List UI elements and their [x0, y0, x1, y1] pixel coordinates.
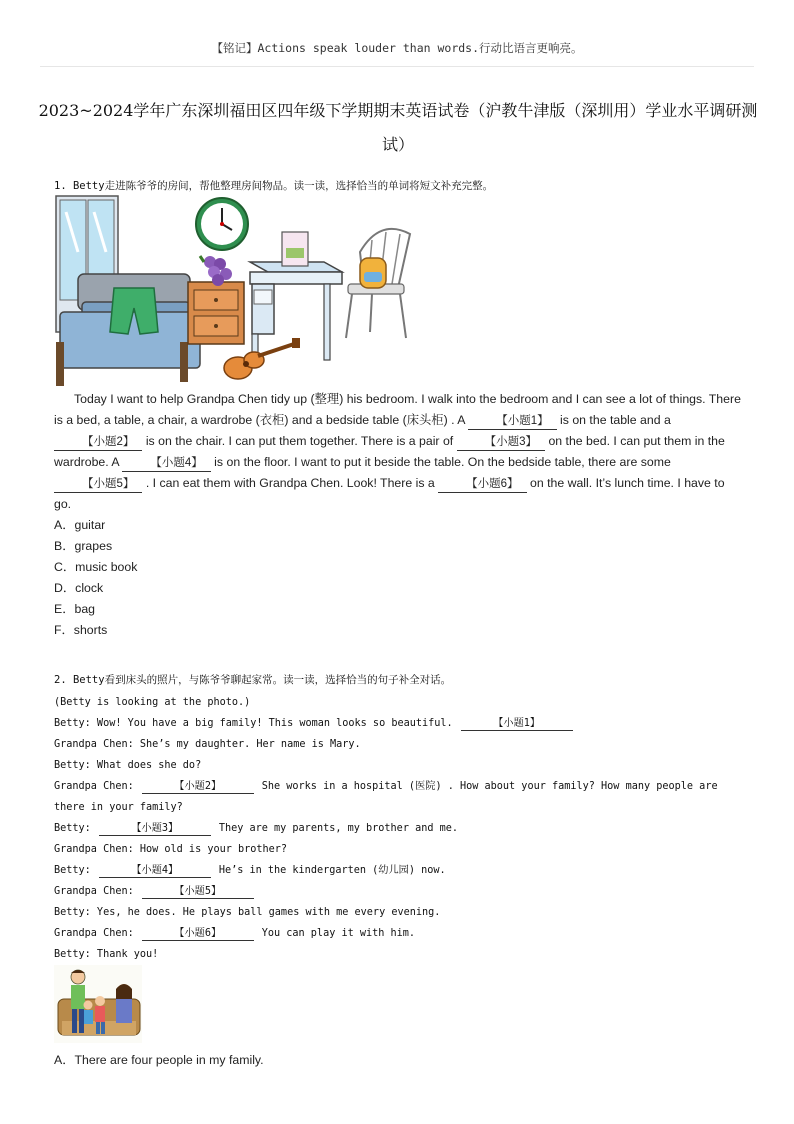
dialog-text: She works in a hospital (医院) . How about your family? How many people are — [261, 781, 718, 792]
option-a[interactable]: A．guitar — [54, 518, 106, 532]
option-e[interactable]: E．bag — [54, 602, 96, 616]
dialog-blank[interactable]: 【小题4】 — [99, 864, 211, 878]
dialog-line — [54, 797, 754, 818]
blank-q1[interactable]: 【小题1】 — [468, 414, 556, 430]
option-f[interactable]: F．shorts — [54, 623, 108, 637]
dialog-text: (Betty is looking at the photo.) — [54, 697, 251, 708]
question-1-heading: 1. Betty走进陈爷爷的房间，帮他整理房间物品。读一读，选择恰当的单词将短文补充完整。 — [54, 180, 494, 192]
passage-paragraph — [54, 389, 744, 515]
dialog-line — [54, 881, 754, 902]
dialog-blank[interactable]: 【小题6】 — [142, 927, 254, 941]
dialog-text: Grandpa Chen: — [54, 781, 134, 792]
passage-text: is on the floor. I want to put it beside the table. On the bedside table, there are some — [210, 455, 671, 469]
dialog-text: Betty: Wow! You have a big family! This woman looks so beautiful. — [54, 718, 453, 729]
dialog-text: Betty: — [54, 865, 91, 876]
passage-text: Today I want to help Grandpa Chen tidy up (整理) his bedroom. I walk into the bedroom and I can see a lot of things. There is a bed, a table, a chair, a wardrobe (衣柜) and a bedside table (床头柜) . A — [54, 392, 741, 427]
dialog-text: Betty: Thank you! — [54, 949, 159, 960]
dialog-text: Betty: — [54, 823, 91, 834]
passage-text: on the bed. I can put them in the wardrobe. A — [54, 434, 725, 469]
dialog-text: They are my parents, my brother and me. — [218, 823, 459, 834]
blank-q4[interactable]: 【小题4】 — [122, 456, 210, 472]
dialog-text: there in your family? — [54, 802, 183, 813]
dialog-blank[interactable]: 【小题3】 — [99, 822, 211, 836]
passage-text: is on the table and a — [556, 413, 671, 427]
blank-q5[interactable]: 【小题5】 — [54, 477, 142, 493]
dialog-text: Grandpa Chen: — [54, 886, 134, 897]
dialog-line — [54, 860, 754, 881]
dialog-line — [54, 818, 754, 839]
dialog-blank[interactable]: 【小题2】 — [142, 780, 254, 794]
dialog-text: Betty: Yes, he does. He plays ball games with me every evening. — [54, 907, 441, 918]
passage-text: . I can eat them with Grandpa Chen. Look! There is a — [142, 476, 439, 490]
question-1-options — [54, 515, 137, 641]
page-title: 2023~2024学年广东深圳福田区四年级下学期期末英语试卷（沪教牛津版（深圳用）学业水平调研测试） — [38, 101, 758, 154]
dialog-line — [54, 713, 754, 734]
family-photo-illustration — [54, 965, 142, 1043]
blank-q2[interactable]: 【小题2】 — [54, 435, 142, 451]
dialog-blank[interactable]: 【小题1】 — [461, 717, 573, 731]
dialog-line — [54, 839, 754, 860]
question-2-heading: 2. Betty看到床头的照片，与陈爷爷聊起家常。读一读，选择恰当的句子补全对话。 — [54, 674, 452, 686]
dialog-text: You can play it with him. — [261, 928, 416, 939]
dialog-text: Betty: What does she do? — [54, 760, 202, 771]
option-c[interactable]: C．music book — [54, 560, 138, 574]
dialog-line — [54, 923, 754, 944]
question-2-dialog — [54, 692, 754, 965]
dialog-text: Grandpa Chen: She’s my daughter. Her name is Mary. — [54, 739, 361, 750]
blank-q6[interactable]: 【小题6】 — [438, 477, 526, 493]
blank-q3[interactable]: 【小题3】 — [457, 435, 545, 451]
bedroom-illustration — [54, 192, 434, 388]
question-1-passage — [54, 389, 744, 515]
dialog-line — [54, 734, 754, 755]
dialog-text: Grandpa Chen: — [54, 928, 134, 939]
dialog-line — [54, 692, 754, 713]
option-b[interactable]: B．grapes — [54, 539, 113, 553]
dialog-line — [54, 776, 754, 797]
header-divider — [40, 66, 754, 67]
header-motto: 【铭记】Actions speak louder than words.行动比语言更响亮。 — [211, 41, 583, 55]
dialog-text: He’s in the kindergarten (幼儿园) now. — [218, 865, 446, 876]
dialog-text: Grandpa Chen: How old is your brother? — [54, 844, 288, 855]
passage-text: on the wall. It’s lunch time. I have to go. — [54, 476, 725, 511]
dialog-blank[interactable]: 【小题5】 — [142, 885, 254, 899]
question-2-option-a[interactable]: A．There are four people in my family. — [54, 1053, 264, 1067]
dialog-line — [54, 902, 754, 923]
passage-text: is on the chair. I can put them together. There is a pair of — [142, 434, 457, 448]
dialog-line — [54, 944, 754, 965]
option-d[interactable]: D．clock — [54, 581, 104, 595]
dialog-line — [54, 755, 754, 776]
